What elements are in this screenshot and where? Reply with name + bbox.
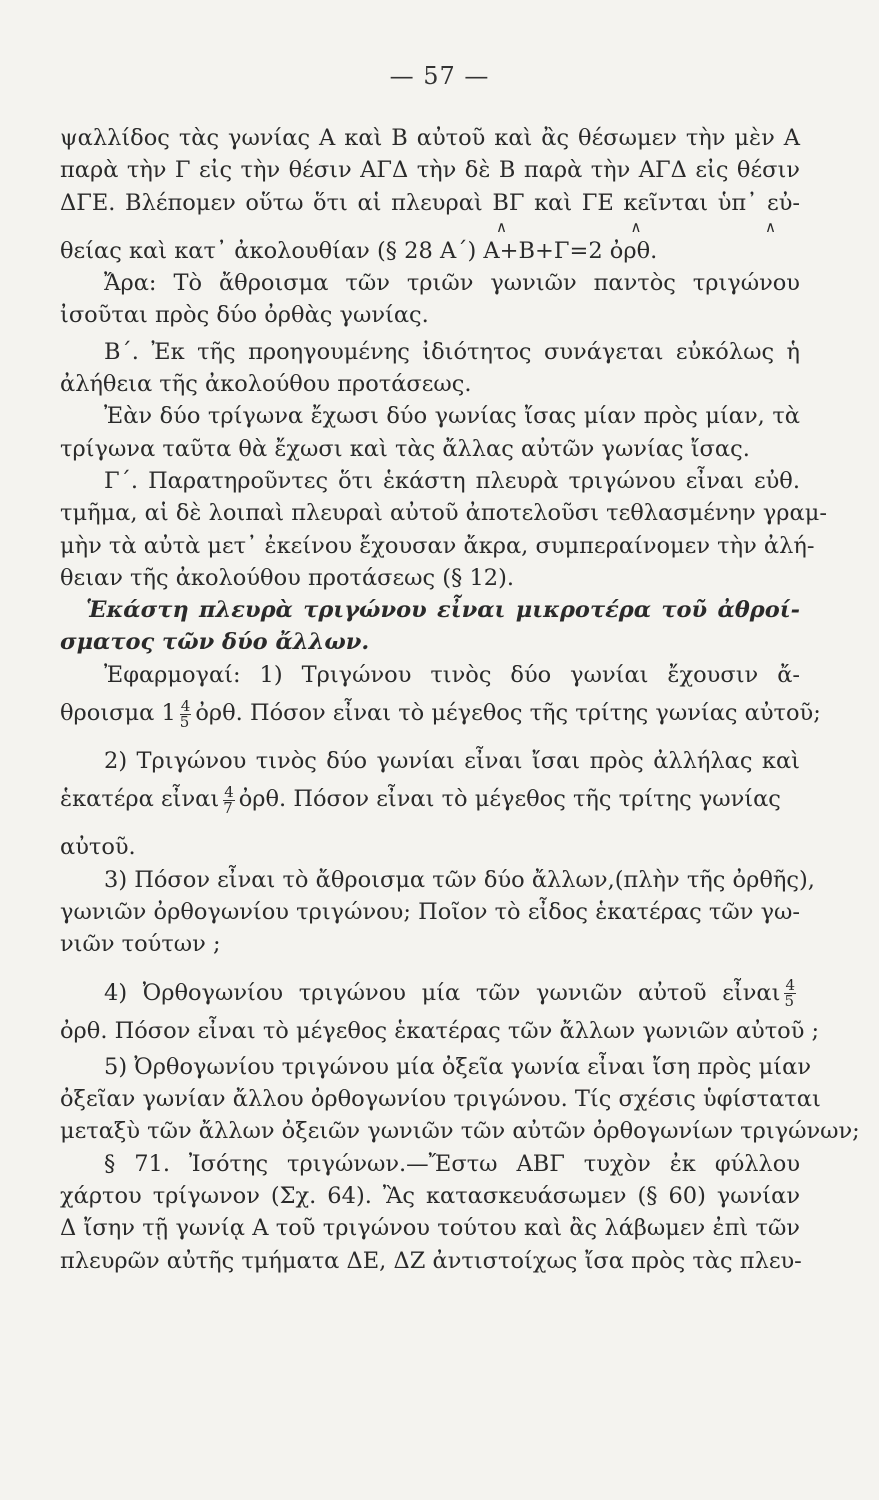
text-line: θείας καὶ κατ᾿ ἀκολουθίαν (§ 28 Α΄) Α+Β+Γ=2 ὀρθ. bbox=[60, 237, 658, 264]
fraction-numerator: 4 bbox=[785, 976, 795, 995]
exercise-line: μεταξὺ τῶν ἄλλων ὀξειῶν γωνιῶν τῶν αὐτῶν ὀρθογωνίων τριγώνων; bbox=[60, 1118, 860, 1145]
text-line: παρὰ τὴν Γ εἰς τὴν θέσιν ΑΓΔ τὴν δὲ Β παρὰ τὴν ΑΓΔ εἰς θέσιν bbox=[60, 157, 800, 184]
fraction-denominator: 7 bbox=[223, 798, 233, 817]
theorem-line: Ἑκάστη πλευρὰ τριγώνου εἶναι μικροτέρα τοῦ ἀθροί- bbox=[86, 597, 800, 624]
text-line: πλευρῶν αὐτῆς τμήματα ΔΕ, ΔΖ ἀντιστοίχως ἴσα πρὸς τὰς πλευ- bbox=[60, 1247, 802, 1274]
fraction bbox=[784, 978, 796, 1009]
exercise-line: ὀξεῖαν γωνίαν ἄλλου ὀρθογωνίου τριγώνου. Τίς σχέσις ὑφίσταται bbox=[60, 1086, 821, 1113]
fraction-numerator: 4 bbox=[224, 782, 234, 801]
text-line: Γ΄. Παρατηροῦντες ὅτι ἑκάστη πλευρὰ τριγώνου εἶναι εὐθ. bbox=[104, 467, 800, 494]
text-line: Ἄρα: Τὸ ἄθροισμα τῶν τριῶν γωνιῶν παντὸς τριγώνου bbox=[104, 270, 800, 297]
fraction-numerator: 4 bbox=[180, 696, 191, 715]
exercise-line: γωνιῶν ὀρθογωνίου τριγώνου; Ποῖον τὸ εἶδος ἑκατέρας τῶν γω- bbox=[60, 898, 800, 925]
exercise-line: 2) Τριγώνου τινὸς δύο γωνίαι εἶναι ἴσαι πρὸς ἀλλήλας καὶ bbox=[104, 748, 800, 775]
exercise-line: ὀρθ. Πόσον εἶναι τὸ μέγεθος ἑκατέρας τῶν ἄλλων γωνιῶν αὐτοῦ ; bbox=[60, 1017, 820, 1044]
text-line: ψαλλίδος τὰς γωνίας Α καὶ Β αὐτοῦ καὶ ἂς θέσωμεν τὴν μὲν Α bbox=[60, 125, 800, 151]
exercise-line-fraction bbox=[60, 691, 821, 735]
text-line: τρίγωνα ταῦτα θὰ ἔχωσι καὶ τὰς ἄλλας αὐτῶν γωνίας ἴσας. bbox=[60, 435, 750, 462]
text-line: ΔΓΕ. Βλέπομεν οὕτω ὅτι αἱ πλευραὶ ΒΓ καὶ ΓΕ κεῖνται ὑπ᾿ εὐ- bbox=[60, 189, 800, 216]
fraction-denominator: 5 bbox=[179, 712, 190, 731]
text-line: Δ ἴσην τῇ γωνίᾳ Α τοῦ τριγώνου τούτου καὶ ἂς λάβωμεν ἐπὶ τῶν bbox=[60, 1215, 800, 1242]
exercise-line: νιῶν τούτων ; bbox=[60, 931, 221, 958]
exercise-line-fraction bbox=[60, 971, 800, 1015]
exercise-line-fraction bbox=[60, 777, 800, 821]
fraction bbox=[223, 782, 235, 817]
fraction-denominator: 5 bbox=[784, 992, 794, 1011]
text-fragment: ὀρθ. Πόσον εἶναι τὸ μέγεθος τῆς τρίτης γωνίας αὐτοῦ; bbox=[195, 700, 821, 727]
text-line: αὐτοῦ. bbox=[60, 834, 136, 861]
page-number: — 57 — bbox=[389, 62, 490, 90]
fraction bbox=[179, 696, 192, 731]
text-line: Β΄. Ἐκ τῆς προηγουμένης ἰδιότητος συνάγεται εὐκόλως ἡ bbox=[104, 338, 800, 365]
text-line: μὴν τὰ αὐτὰ μετ᾿ ἐκείνου ἔχουσαν ἄκρα, συμπεραίνομεν τὴν ἀλή- bbox=[60, 532, 815, 559]
text-fragment: 4) Ὀρθογωνίου τριγώνου μία τῶν γωνιῶν αὐτοῦ εἶναι bbox=[104, 979, 781, 1006]
text-fragment: ὀρθ. Πόσον εἶναι τὸ μέγεθος τῆς τρίτης γωνίας bbox=[238, 786, 781, 813]
exercise-line: Ἐφαρμογαί: 1) Τριγώνου τινὸς δύο γωνίαι ἔχουσιν ἄ- bbox=[104, 661, 800, 688]
body-text bbox=[60, 122, 860, 1277]
text-line: Ἐὰν δύο τρίγωνα ἔχωσι δύο γωνίας ἴσας μίαν πρὸς μίαν, τὰ bbox=[104, 403, 800, 430]
angle-marks: ∧ ∧ ∧ bbox=[496, 217, 800, 236]
text-fragment: θροισμα 1 bbox=[60, 700, 176, 727]
exercise-line: 3) Πόσον εἶναι τὸ ἄθροισμα τῶν δύο ἄλλων,(πλὴν τῆς ὀρθῆς), bbox=[104, 866, 815, 893]
text-line: χάρτου τρίγωνον (Σχ. 64). Ἂς κατασκευάσωμεν (§ 60) γωνίαν bbox=[60, 1183, 800, 1210]
text-line: τμῆμα, αἱ δὲ λοιπαὶ πλευραὶ αὐτοῦ ἀποτελοῦσι τεθλασμένην γραμ- bbox=[60, 500, 827, 527]
text-line: θειαν τῆς ἀκολούθου προτάσεως (§ 12). bbox=[60, 564, 514, 591]
theorem-line: σματος τῶν δύο ἄλλων. bbox=[60, 629, 370, 656]
section-line: § 71. Ἰσότης τριγώνων.—Ἔστω ΑΒΓ τυχὸν ἐκ φύλλου bbox=[104, 1150, 800, 1177]
text-line: ἀλήθεια τῆς ἀκολούθου προτάσεως. bbox=[60, 371, 472, 398]
text-line: ἰσοῦται πρὸς δύο ὀρθὰς γωνίας. bbox=[60, 302, 429, 329]
exercise-line: 5) Ὀρθογωνίου τριγώνου μία ὀξεῖα γωνία εἶναι ἴση πρὸς μίαν bbox=[104, 1053, 811, 1080]
text-fragment: ἑκατέρα εἶναι bbox=[60, 786, 220, 813]
